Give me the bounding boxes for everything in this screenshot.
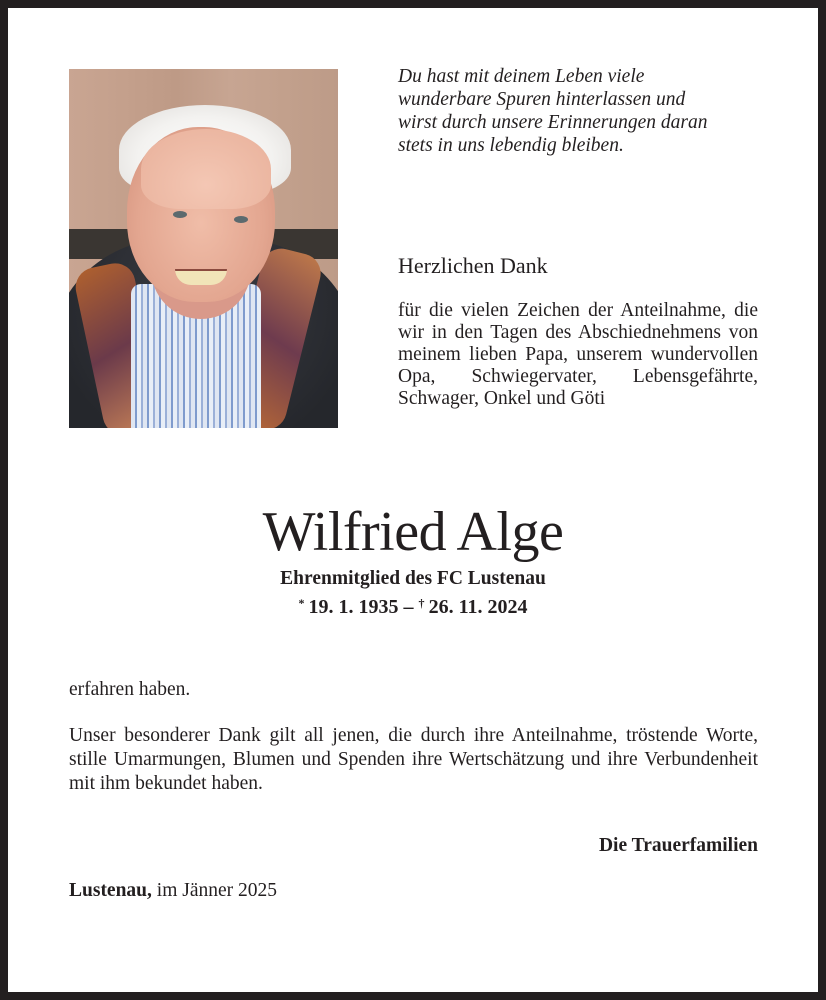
- quote-line: stets in uns lebendig bleiben.: [398, 135, 624, 156]
- signature: Die Trauerfamilien: [598, 835, 758, 856]
- photo-smile: [175, 269, 227, 285]
- portrait-photo: [69, 69, 338, 428]
- quote-line: wirst durch unsere Erinnerungen daran: [398, 112, 708, 133]
- place: Lustenau,: [69, 880, 152, 901]
- life-dates: [8, 591, 818, 619]
- quote-line: Du hast mit deinem Leben viele: [398, 66, 645, 87]
- thanks-paragraph: Unser besonderer Dank gilt all jenen, die durch ihre Anteilnahme, tröstende Worte, stille Umarmungen, Blumen und Spenden ihre Wertschätzung und ihre Verbundenheit mit ihm bekundet haben.: [69, 725, 758, 794]
- photo-eye-left: [173, 211, 187, 218]
- death-cross-icon: †: [418, 596, 425, 610]
- thanks-heading: Herzlichen Dank: [398, 253, 548, 278]
- date: im Jänner 2025: [151, 880, 278, 901]
- date-separator: –: [398, 596, 419, 618]
- quote-line: wunderbare Spuren hinterlassen und: [398, 89, 686, 110]
- photo-eye-right: [234, 216, 248, 223]
- death-date: 26. 11. 2024: [428, 596, 528, 618]
- place-date: [69, 879, 277, 903]
- notice-page: [8, 8, 818, 992]
- continuation-text: erfahren haben.: [69, 679, 191, 700]
- memorial-quote: [398, 65, 768, 157]
- photo-forehead: [141, 129, 271, 209]
- deceased-name: Wilfried Alge: [262, 501, 564, 563]
- birth-star-icon: *: [298, 596, 305, 610]
- deceased-subtitle: Ehrenmitglied des FC Lustenau: [280, 568, 546, 589]
- thanks-body: für die vielen Zeichen der Anteilnahme, die wir in den Tagen des Abschiednehmens von meinem lieben Papa, unserem wundervollen Opa, Schwiegervater, Lebensgefährte, Schwager, Onkel und Göti: [398, 300, 758, 409]
- birth-date: 19. 1. 1935: [308, 596, 399, 618]
